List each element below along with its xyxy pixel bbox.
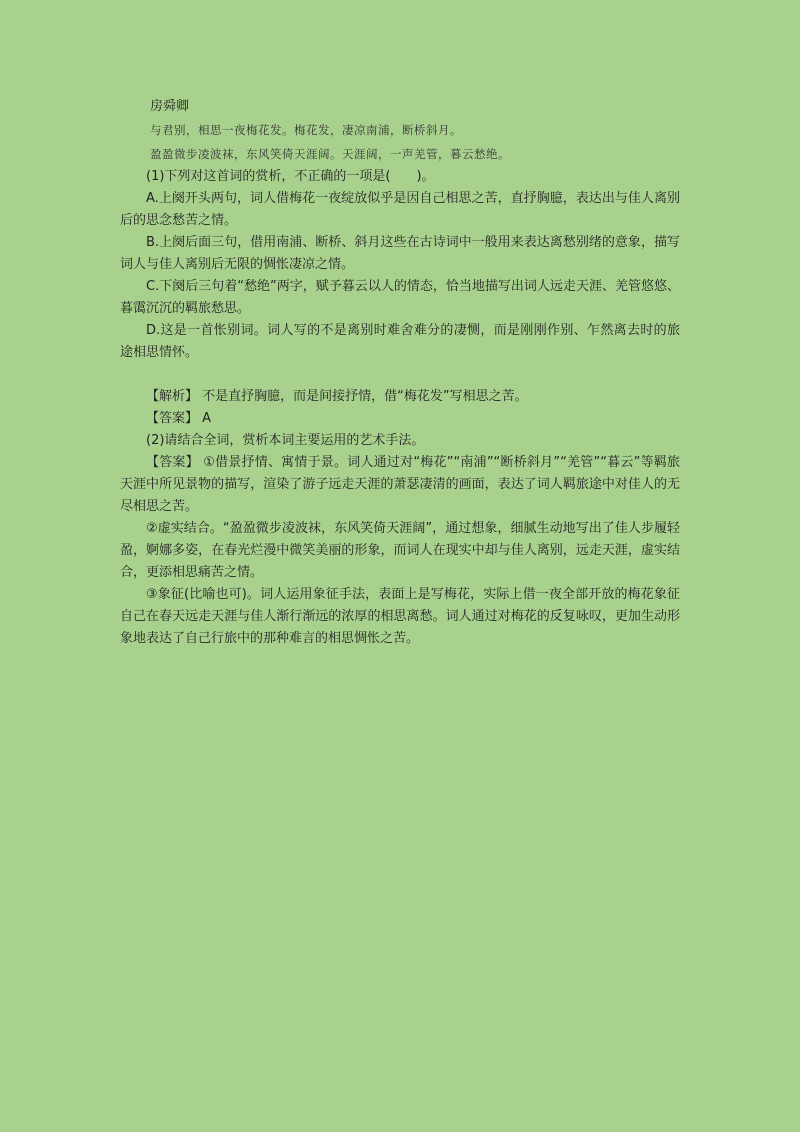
poem-line-1: 与君别，相思一夜梅花发。梅花发，凄凉南浦，断桥斜月。 <box>150 123 462 137</box>
document-content <box>120 96 680 650</box>
poem-line-2: 盈盈微步凌波袜，东风笑倚天涯阔。天涯阔，一声羌管，暮云愁绝。 <box>150 147 510 161</box>
option-b: B.上阕后面三句，借用南浦、断桥、斜月这些在古诗词中一般用来表达离愁别绪的意象，描写词人与佳人离别后无限的惆怅凄凉之情。 <box>120 235 680 272</box>
answer-2-point-1: 【答案】 ①借景抒情、寓情于景。词人通过对“梅花”“南浦”“断桥斜月”“羌管”“暮云”等羁旅天涯中所见景物的描写，渲染了游子远走天涯的萧瑟凄清的画面，表达了词人羁旅途中对佳人的无尽相思之苦。 <box>120 455 680 514</box>
option-a: A.上阕开头两句，词人借梅花一夜绽放似乎是因自己相思之苦，直抒胸臆，表达出与佳人离别后的思念愁苦之情。 <box>120 191 680 228</box>
option-d: D.这是一首怅别词。词人写的不是离别时难舍难分的凄恻，而是刚刚作别、乍然离去时的旅途相思情怀。 <box>120 323 680 360</box>
answer-1: 【答案】 A <box>146 411 212 426</box>
poem-author: 房舜卿 <box>150 99 190 114</box>
section-spacer <box>120 364 680 386</box>
analysis-1: 【解析】 不是直抒胸臆，而是间接抒情，借“梅花发”写相思之苦。 <box>146 389 528 404</box>
option-c: C.下阕后三句着“愁绝”两字，赋予暮云以人的情态，恰当地描写出词人远走天涯、羌管悠悠、暮霭沉沉的羁旅愁思。 <box>120 279 680 316</box>
answer-2-point-2: ②虚实结合。“盈盈微步凌波袜，东风笑倚天涯阔”，通过想象，细腻生动地写出了佳人步履轻盈，婀娜多姿，在春光烂漫中微笑美丽的形象，而词人在现实中却与佳人离别，远走天涯，虚实结合，更添相思痛苦之情。 <box>120 521 680 580</box>
question-2: (2)请结合全词，赏析本词主要运用的艺术手法。 <box>146 433 425 448</box>
answer-2-point-3: ③象征(比喻也可)。词人运用象征手法，表面上是写梅花，实际上借一夜全部开放的梅花象征自己在春天远走天涯与佳人渐行渐远的浓厚的相思离愁。词人通过对梅花的反复咏叹，更加生动形象地表达了自己行旅中的那种难言的相思惆怅之苦。 <box>120 587 680 646</box>
question-1: (1)下列对这首词的赏析，不正确的一项是( )。 <box>146 169 435 184</box>
